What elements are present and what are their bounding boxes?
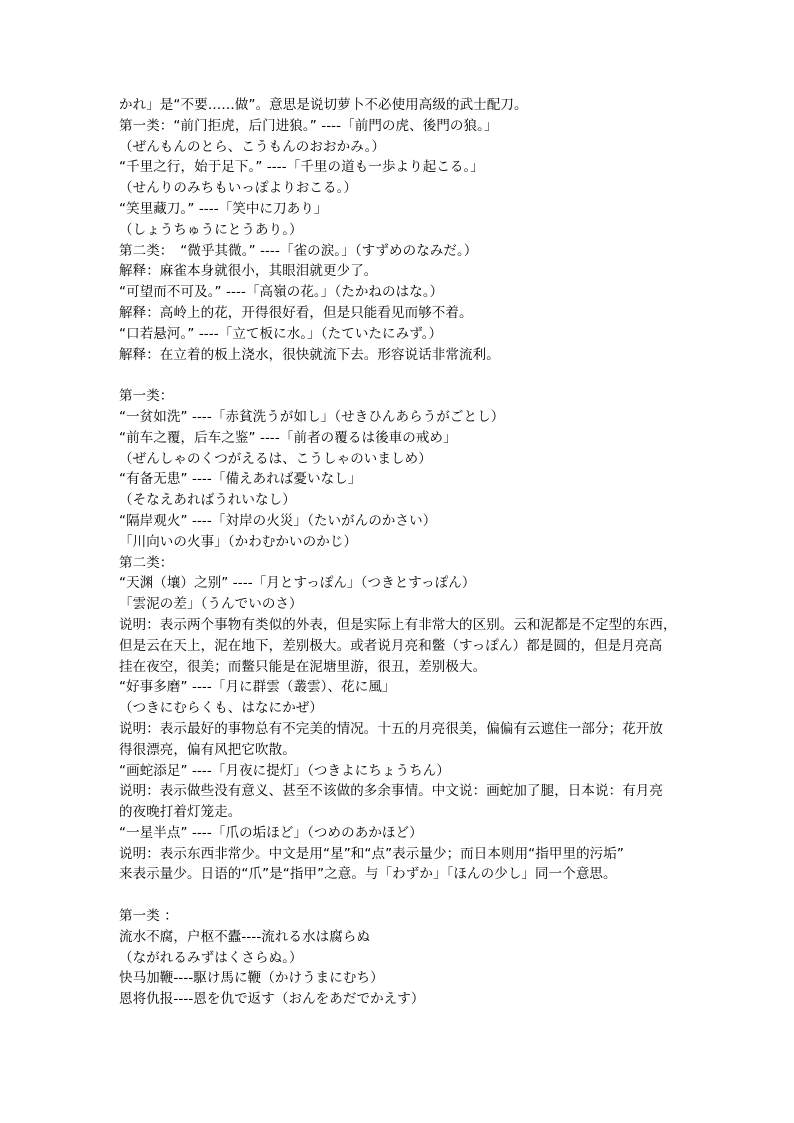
- text-line: （ぜんもんのとら、こうもんのおおかみ。）: [119, 138, 386, 155]
- text-line: （つきにむらくも、はなにかぜ）: [119, 700, 323, 717]
- text-line: “一星半点” ----「爪の垢ほど」（つめのあかほど）: [119, 824, 423, 841]
- text-line: （ぜんしゃのくつがえるは、こうしゃのいましめ）: [119, 450, 432, 467]
- text-line: 第二类： “微乎其微。” ----「雀の涙。」（すずめのなみだ。）: [119, 242, 478, 259]
- text-line: 说明：表示最好的事物总有不完美的情况。十五的月亮很美，偏偏有云遮住一部分；花开放: [119, 720, 663, 737]
- text-line: 来表示量少。日语的“爪”是“指甲”之意。与「わずか」「ほんの少し」同一个意思。: [119, 866, 617, 883]
- blank-line: [119, 365, 679, 386]
- text-line: 解释：麻雀本身就很小，其眼泪就更少了。: [119, 263, 378, 280]
- text-line: （せんりのみちもいっぽよりおこる。）: [119, 180, 358, 197]
- text-line: 解释：高岭上的花，开得很好看，但是只能看见而够不着。: [119, 304, 473, 321]
- text-line: “画蛇添足” ----「月夜に提灯」（つきよにちょうちん）: [119, 762, 450, 779]
- text-line: 得很漂亮，偏有风把它吹散。: [119, 741, 296, 758]
- text-line: “笑里藏刀。” ----「笑中に刀あり」: [119, 200, 328, 217]
- text-line: （ながれるみずはくさらぬ。）: [119, 949, 303, 966]
- text-line: “有备无患” ----「備えあれば憂いなし」: [119, 471, 362, 488]
- text-line: 第一类：“前门拒虎，后门进狼。” ----「前門の虎、後門の狼。」: [119, 117, 498, 134]
- text-line: 说明：表示做些没有意义、甚至不该做的多余事情。中文说：画蛇加了腿，日本说：有月亮: [119, 783, 663, 800]
- text-line: 第一类 ：: [119, 908, 178, 925]
- text-line: 恩将仇报----恩を仇で返す（おんをあだでかえす）: [119, 991, 425, 1008]
- text-line: 解释：在立着的板上浇水，很快就流下去。形容说话非常流利。: [119, 346, 500, 363]
- text-line: 「川向いの火事」（かわむかいのかじ）: [119, 533, 358, 550]
- text-line: 的夜晚打着灯笼走。: [119, 804, 242, 821]
- text-line: 「雲泥の差」（うんでいのさ）: [119, 596, 303, 613]
- document-body: [119, 95, 679, 1010]
- text-line: 流水不腐，户枢不蠹----流れる水は腐らぬ: [119, 928, 371, 945]
- text-line: 说明：表示两个事物有类似的外表，但是实际上有非常大的区别。云和泥都是不定型的东西，: [119, 616, 677, 633]
- text-line: 说明：表示东西非常少。中文是用“星”和“点”表示量少；而日本则用“指甲里的污垢”: [119, 845, 624, 862]
- text-line: “可望而不可及。” ----「高嶺の花。」（たかねのはな。）: [119, 284, 444, 301]
- text-line: 但是云在天上，泥在地下，差别极大。或者说月亮和鳖（すっぽん）都是圆的，但是月亮高: [119, 637, 663, 654]
- blank-line: [119, 885, 679, 906]
- text-line: “隔岸观火” ----「対岸の火災」（たいがんのかさい）: [119, 512, 437, 529]
- text-line: かれ」是“不要……做”。意思是说切萝卜不必使用高级的武士配刀。: [119, 97, 528, 113]
- text-line: “天渊（壤）之别” ----「月とすっぽん」（つきとすっぽん）: [119, 575, 476, 592]
- text-line: “好事多磨” ----「月に群雲（叢雲）、花に風」: [119, 679, 396, 696]
- text-line: 第一类：: [119, 388, 174, 405]
- text-line: “一贫如洗” ----「赤貧洗うが如し」（せきひんあらうがごとし）: [119, 408, 505, 425]
- text-line: （しょうちゅうにとうあり。）: [119, 221, 303, 238]
- text-line: 第二类：: [119, 554, 174, 571]
- text-line: “前车之覆，后车之鉴” ----「前者の覆るは後車の戒め」: [119, 429, 457, 446]
- text-line: 快马加鞭----駆け馬に鞭（かけうまにむち）: [119, 970, 384, 987]
- text-line: “千里之行，始于足下。” ----「千里の道も一歩より起こる。」: [119, 159, 484, 176]
- text-line: “口若悬河。” ----「立て板に水。」（たていたにみず。）: [119, 325, 443, 342]
- text-line: 挂在夜空，很美；而鳖只能是在泥塘里游，很丑，差别极大。: [119, 658, 487, 675]
- text-line: （そなえあればうれいなし）: [119, 492, 296, 509]
